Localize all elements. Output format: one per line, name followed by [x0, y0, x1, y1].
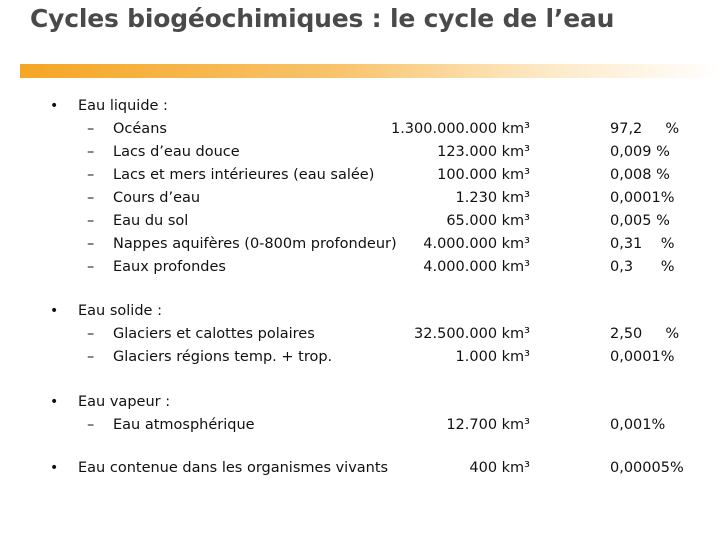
- bullet-icon: •: [50, 98, 59, 114]
- volume-value: 400 km³: [469, 460, 530, 476]
- percent-value: 0,0001%: [610, 190, 675, 206]
- item-label: Cours d’eau: [113, 190, 201, 206]
- bullet-icon: •: [50, 394, 59, 410]
- dash-marker: –: [87, 326, 95, 342]
- item-label: Eau du sol: [113, 213, 189, 229]
- section-heading-row: [0, 300, 720, 322]
- item-label: Lacs et mers intérieures (eau salée): [113, 167, 375, 183]
- section-heading: Eau vapeur :: [78, 394, 171, 410]
- volume-value: 100.000 km³: [437, 167, 530, 183]
- list-item: [0, 256, 720, 278]
- item-label: Eaux profondes: [113, 259, 226, 275]
- section-heading: Eau liquide :: [78, 98, 168, 114]
- list-item: [0, 164, 720, 186]
- dash-marker: –: [87, 167, 95, 183]
- volume-value: 1.230 km³: [455, 190, 530, 206]
- percent-value: 0,0001%: [610, 349, 675, 365]
- percent-value: 97,2 %: [610, 121, 680, 137]
- list-item: [0, 210, 720, 232]
- item-label: Nappes aquifères (0-800m profondeur): [113, 236, 397, 252]
- volume-value: 4.000.000 km³: [423, 259, 530, 275]
- bullet-icon: •: [50, 460, 59, 476]
- volume-value: 1.300.000.000 km³: [390, 121, 530, 137]
- volume-value: 1.000 km³: [455, 349, 530, 365]
- section-heading: Eau solide :: [78, 303, 162, 319]
- percent-value: 0,001%: [610, 417, 666, 433]
- item-label: Glaciers et calottes polaires: [113, 326, 315, 342]
- item-label: Océans: [113, 121, 167, 137]
- section-heading-row: [0, 391, 720, 413]
- list-item: [0, 414, 720, 436]
- volume-value: 12.700 km³: [446, 417, 530, 433]
- page-title: Cycles biogéochimiques : le cycle de l’eau: [30, 4, 615, 33]
- list-item: [0, 118, 720, 140]
- section-heading: Eau contenue dans les organismes vivants: [78, 460, 389, 476]
- percent-value: 2,50 %: [610, 326, 680, 342]
- dash-marker: –: [87, 417, 95, 433]
- dash-marker: –: [87, 144, 95, 160]
- percent-value: 0,00005%: [610, 460, 684, 476]
- bullet-icon: •: [50, 303, 59, 319]
- list-item: [0, 233, 720, 255]
- list-item: [0, 187, 720, 209]
- percent-value: 0,3 %: [610, 259, 675, 275]
- volume-value: 32.500.000 km³: [414, 326, 530, 342]
- dash-marker: –: [87, 213, 95, 229]
- section-heading-row: [0, 457, 720, 479]
- dash-marker: –: [87, 349, 95, 365]
- percent-value: 0,009 %: [610, 144, 670, 160]
- dash-marker: –: [87, 190, 95, 206]
- volume-value: 4.000.000 km³: [423, 236, 530, 252]
- dash-marker: –: [87, 259, 95, 275]
- item-label: Glaciers régions temp. + trop.: [113, 349, 333, 365]
- percent-value: 0,31 %: [610, 236, 675, 252]
- volume-value: 123.000 km³: [437, 144, 530, 160]
- dash-marker: –: [87, 236, 95, 252]
- percent-value: 0,008 %: [610, 167, 670, 183]
- item-label: Eau atmosphérique: [113, 417, 255, 433]
- volume-value: 65.000 km³: [446, 213, 530, 229]
- list-item: [0, 323, 720, 345]
- dash-marker: –: [87, 121, 95, 137]
- section-heading-row: [0, 95, 720, 117]
- item-label: Lacs d’eau douce: [113, 144, 240, 160]
- list-item: [0, 346, 720, 368]
- percent-value: 0,005 %: [610, 213, 670, 229]
- list-item: [0, 141, 720, 163]
